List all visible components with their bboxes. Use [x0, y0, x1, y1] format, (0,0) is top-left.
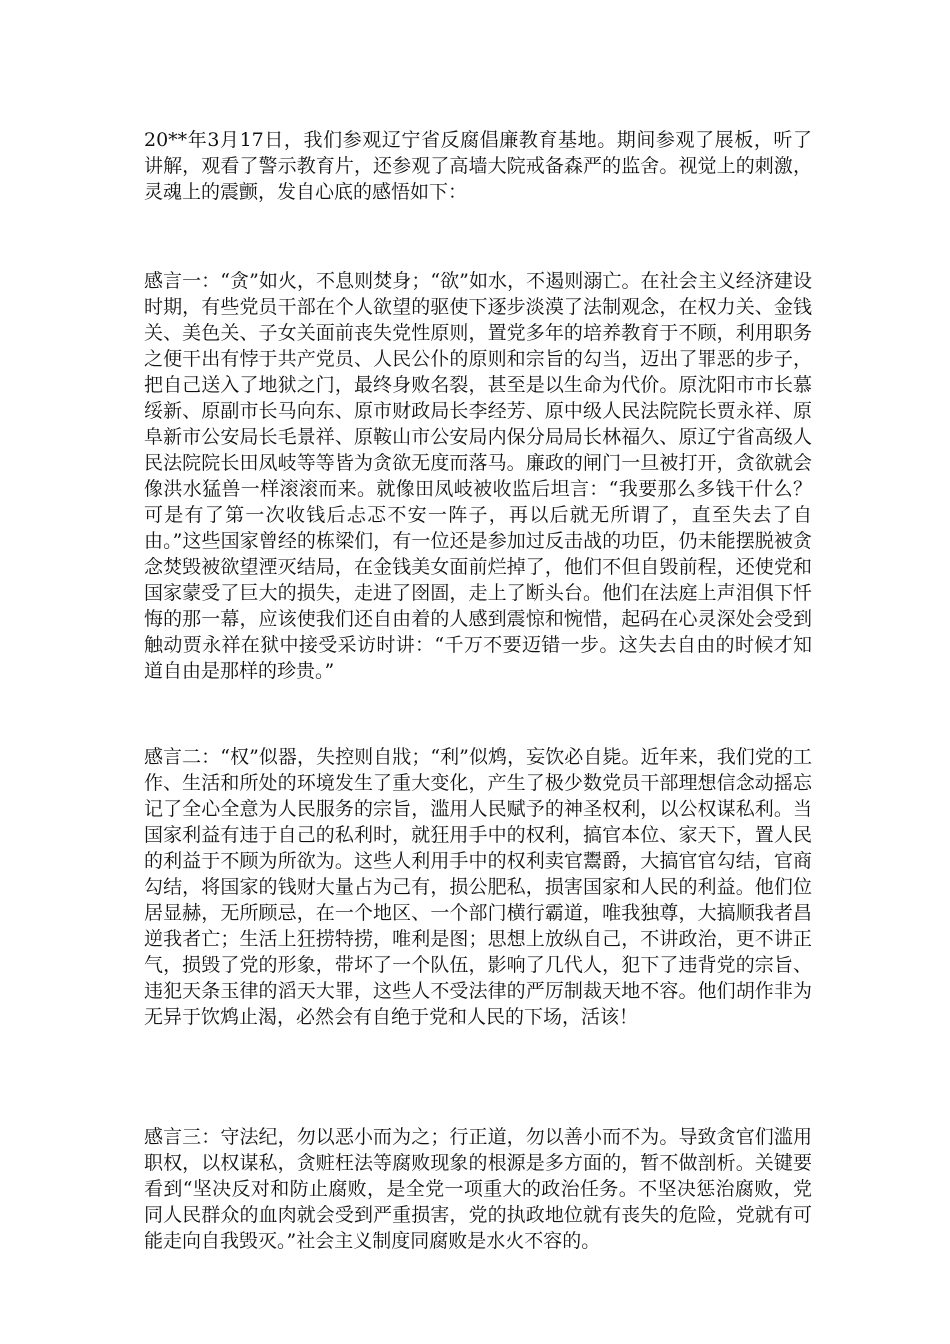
reflection-two-paragraph: 感言二：“权”似器，失控则自戕；“利”似鸩，妄饮必自毙。近年来，我们党的工作、生活和所处的环境发生了重大变化，产生了极少数党员干部理想信念动摇忘记了全心全意为人民服务的宗旨，滥用人民赋予的神圣权利，以公权谋私利。当国家利益有违于自己的私利时，就狂用手中的权利，搞官本位、家天下，置人民的利益于不顾为所欲为。这些人利用手中的权利卖官鬻爵，大搞官官勾结，官商勾结，将国家的钱财大量占为己有，损公肥私，损害国家和人民的利益。他们位居显赫，无所顾忌，在一个地区、一个部门横行霸道，唯我独尊，大搞顺我者昌逆我者亡；生活上狂捞特捞，唯利是图；思想上放纵自己，不讲政治，更不讲正气，损毁了党的形象，带坏了一个队伍，影响了几代人，犯下了违背党的宗旨、违犯天条玉律的滔天大罪，这些人不受法律的严厉制裁天地不容。他们胡作非为无异于饮鸩止渴，必然会有自绝于党和人民的下场，活该！	[144, 746, 812, 1028]
intro-paragraph: 20**年3月17日，我们参观辽宁省反腐倡廉教育基地。期间参观了展板，听了讲解，观看了警示教育片，还参观了高墙大院戒备森严的监舍。视觉上的刺激，灵魂上的震颤，发自心底的感悟如下：	[144, 129, 812, 203]
reflection-one-paragraph: 感言一：“贪”如火，不息则焚身；“欲”如水，不遏则溺亡。在社会主义经济建设时期，有些党员干部在个人欲望的驱使下逐步淡漠了法制观念，在权力关、金钱关、美色关、子女关面前丧失党性原则，置党多年的培养教育于不顾，利用职务之便干出有悖于共产党员、人民公仆的原则和宗旨的勾当，迈出了罪恶的步子，把自己送入了地狱之门，最终身败名裂，甚至是以生命为代价。原沈阳市市长慕绥新、原副市长马向东、原市财政局长李经芳、原中级人民法院院长贾永祥、原阜新市公安局长毛景祥、原鞍山市公安局内保分局局长林福久、原辽宁省高级人民法院院长田凤岐等等皆为贪欲无度而落马。廉政的闸门一旦被打开，贪欲就会像洪水猛兽一样滚滚而来。就像田凤岐被收监后坦言：“我要那么多钱干什么？可是有了第一次收钱后忐忑不安一阵子，再以后就无所谓了，直至失去了自由。”这些国家曾经的栋梁们，有一位还是参加过反击战的功臣，仍未能摆脱被贪念焚毁被欲望湮灭结局，在金钱美女面前烂掉了，他们不但自毁前程，还使党和国家蒙受了巨大的损失，走进了囹圄，走上了断头台。他们在法庭上声泪俱下忏悔的那一幕，应该使我们还自由着的人感到震惊和惋惜，起码在心灵深处会受到触动贾永祥在狱中接受采访时讲：“千万不要迈错一步。这失去自由的时候才知道自由是那样的珍贵。”	[144, 270, 812, 682]
reflection-three-paragraph: 感言三：守法纪，勿以恶小而为之；行正道，勿以善小而不为。导致贪官们滥用职权，以权谋私，贪赃枉法等腐败现象的根源是多方面的，暂不做剖析。关键要看到“坚决反对和防止腐败，是全党一项重大的政治任务。不坚决惩治腐败，党同人民群众的血肉就会受到严重损害，党的执政地位就有丧失的危险，党就有可能走向自我毁灭。”社会主义制度同腐败是水火不容的。	[144, 1126, 812, 1252]
